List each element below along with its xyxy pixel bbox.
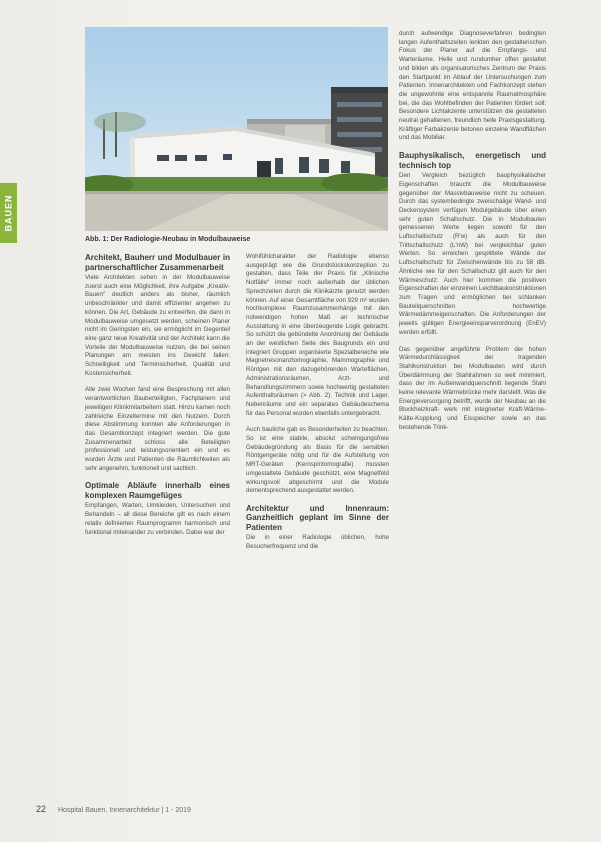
text-column-1 [85, 253, 230, 545]
page-number: 22 [36, 804, 47, 814]
heading-building-physics: Bauphysikalisch, energetisch und technisch top [399, 151, 546, 170]
building-photo [85, 27, 388, 231]
paragraph: Das gegenüber angeführte Problem der hohen Wärmedurchlässigkeit der tragenden Stahlkonstruktion bei Modulbauten wird durch Überdämmung der Stahlrahmen so weit minimiert, dass der im Außenwandquerschnitt liegende Stahl keine relevante Wärmebrücke mehr darstellt. Was die Energieversorgung betrifft, wurde der Neubau an die Blockheizkraft- werk mit integrierter Kraft-Wärme-Kälte-Kopplung und Eisspeicher sowie an das bestehende Trink- [399, 345, 546, 431]
photo-caption: Abb. 1: Der Radiologie-Neubau in Modulbauweise [85, 236, 251, 243]
heading-optimal-flows: Optimale Abläufe innerhalb eines komplexen Raumgefüges [85, 481, 230, 500]
paragraph: durch aufwendige Diagnoseverfahren bedingten langen Aufenthaltszeiten lenkten den gestalterischen Fokus der Planer auf die Empfangs- und Warteräume. Helle und rundumher offen gestaltet und bilden als organisatorisches Zentrum der Praxis den Startpunkt im Ablauf der Untersuchungen zum Patienten. Innenarchitekten und Fachkonzept stehen die ungewohnte eine entspannte Raumatmosphäre bei, die das Wohlbefinden der Patienten fördert soll: Besondere Lichtakzente unterstützen die gestalteten neutral gehaltenen, freundlich helle Praxisgestaltung. Kräftiger Farbakzente betonen einzelne Wandflächen und das Mobiliar. [399, 30, 546, 142]
paragraph: Viele Architekten sehen in der Modulbauweise zuerst auch eine Möglichkeit, ihre Aufgabe „Kreativ-Bauen“ deutlich anders als bisher, räumlich unbeschränkter und damit effizienter angehen zu können. Die Art, Gebäude zu entwerfen, die dann in Modulbauweise umgesetzt werden, scheinen Planer nicht im Geringsten ein, sie ermöglicht im Gegenteil eine ganz neue Kreativität und der Architekt kann die Vorteile der Modulbauweise nutzen, die bei seinen Planungen am meisten ins Gewicht fallen: Schnelligkeit und Terminsicherheit, Qualität und Kostensicherheit. [85, 274, 230, 377]
paragraph: Empfangen, Warten, Umkleiden, Untersuchen und Behandeln – all diese Bereiche gilt es nach einem relativ definierten Raumprogramm harmonisch und funktional miteinander zu verbinden. Dabei war der [85, 502, 230, 536]
heading-architecture-interior: Architektur und Innenraum: Ganzheitlich geplant im Sinne der Patienten [246, 503, 389, 532]
paragraph: Wohlfühlcharakter der Radiologie ebenso ausgeprägt wie die Grundstückskonzeption zu gestalten, dass Teile der Praxis für „Klinische Notfälle“ immer noch außerhalb der üblichen Sprechzeiten durch die Klinikärzte genutzt werden können. Auf einer Gesamtfläche von 929 m² wurden hochkomplexe Raumzusammenhänge mit den notwendigen hohen Maß an technischer Ausstattung in eine überzeugende Logik gebracht. So schützt die gebündelte Anordnung der Gebäude an der westlichen Seite des Baugrunds ein und integriert Gruppen organisierte Spezialbereiche wie Magnetresonanztomographie, Mammographie und Röntgen mit den dazugehörenden Warteflächen, Administrationsräumen, Arzt- und Behandlungszimmern sowie hochwertig gestalteten Aufenthaltsräumen (> Abb. 2). Technik und Lager, Nebenräume und ein separates Gebäudeschema für das Personal wurden ebenfalls untergebracht. [246, 253, 389, 417]
paragraph: Den Vergleich bezüglich bauphysikalischer Eigenschaften braucht die Modulbauweise gegenüber der Massivbauweise nicht zu scheuen. Durch das systembedingte zweischalige Wand- und Deckensystem verfügen Modulgebäude über einen sehr guten Schallschutz. Die in Modulbauten gemessenen Werte liegen sowohl für den Luftschallschutz (R'w) als auch für den Trittschallschutz (L'nW) bei vergleichbar guten Werten. So erreichen gesplittete Wände der Luftschallschutz für Zwischenwände bis zu 58 dB. Ähnliche wie für den Schallschutz gilt auch für den Wärmeschutz: Auch hier kommen die positiven Eigenschaften der einzelnen Leichtbaukonstruktionen zum Tragen und ermöglichen bei schlanken Bauteilquerschnitten hochwertige Wärmedämmeigenschaften. Die Anforderungen der jeweils gültigen Energieeinsparverordnung (EnEV) werden erfüllt. [399, 172, 546, 336]
text-column-2 [246, 253, 389, 560]
paragraph: Alle zwei Wochen fand eine Besprechung mit allen verantwortlichen Bauberteiligten, Fachplanern und jeweiligen Klinikmitarbeitern statt. Hinzu kamen noch zahlreiche Einzeltermine mit den Nutzern. Durch diese Abstimmung konnten alle Anforderungen in das Gesamtkonzept integriert werden. Die gute Zusammenarbeit schloss alle Beteiligten professionell und leistungsorientiert ein und es wurden Ärzte und Patienten die Räumlichkeiten als sehr angenehm, funktionell und sachlich. [85, 386, 230, 472]
paragraph: Auch bauliche gab es Besonderheiten zu beachten. So ist eine stabile, absolut schwingungsfreie Gebäudegründung als Basis für die sensiblen Röntgengeräte nötig und für die Aufstellung von MRT-Geräten (Kernspintomografie) mussten umgestaltete Gebäude geschützt, eine Magnetfeld wirkungsvoll abgeschirmt und die Module dementsprechend ausgestattet werden. [246, 426, 389, 495]
paragraph: Die in einer Radiologie üblichen, hohe Besucherfrequenz und die [246, 534, 389, 551]
page-footer [36, 804, 191, 814]
journal-name: Hospital Bauen, Innenarchitektur | 1 - 2019 [57, 807, 191, 814]
heading-architect: Architekt, Bauherr und Modulbauer in partnerschaftlicher Zusammenarbeit [85, 253, 230, 272]
section-tab: BAUEN [0, 183, 17, 243]
text-column-3 [399, 30, 546, 441]
